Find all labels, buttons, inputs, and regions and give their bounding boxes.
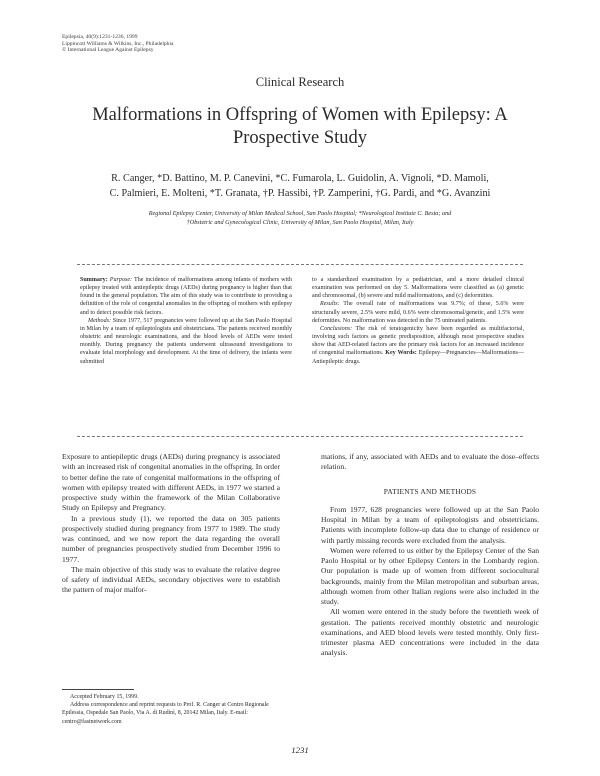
abstract-results [312, 300, 524, 324]
methods-lead: Methods: [88, 317, 112, 324]
footnote-rule [62, 689, 134, 690]
footnote-accepted: Accepted February 15, 1999. [70, 694, 139, 700]
purpose-lead: Purpose: [109, 277, 133, 283]
footnotes [62, 693, 280, 726]
abstract-bottom-rule [77, 436, 523, 437]
body-paragraph: Women were referred to us either by the Epilepsy Center of the San Paolo Hospital or by other Epilepsy Centers in the Lombardy region. Our population is made up of women from different sociocultural backgrounds, mainly from the Milan metropolitan and suburban areas, although women from other Italian regions were also included in the study. [321, 545, 539, 606]
abstract-left-column [80, 276, 292, 366]
affiliations [60, 210, 540, 227]
affiliation-line: †Obstetric and Gynecological Clinic, University of Milan, San Paolo Hospital, Milan, Italy [186, 218, 414, 226]
body-left-column [62, 452, 280, 596]
abstract-right-column [312, 276, 524, 366]
journal-masthead [62, 34, 262, 54]
body-paragraph: All women were entered in the study before the twentieth week of gestation. The patients received monthly obstetric and neurologic examinations, and AED blood levels were tested monthly. Only first-trimester plasma AED concentrations were included in the data analysis. [321, 607, 539, 658]
paper-title [60, 104, 540, 150]
body-right-column [321, 452, 539, 659]
body-paragraph: Exposure to antiepileptic drugs (AEDs) during pregnancy is associated with an increased risk of congenital anomalies in the offspring. In order to better define the rate of congenital malformations in the offspring of women with epilepsy treated with different AEDs, in 1977 we started a prospective study within the framework of the Milan Collaborative Study on Epilepsy and Pregnancy. [62, 452, 280, 513]
results-text: The overall rate of malformations was 9.7%; of these, 5.6% were structurally severe, 2.5% were mild, 0.6% were chromosomal/genetic, and 1.5% were deformities. No malformation was detected in the 75 untreated patients. [312, 301, 525, 324]
title-line: Malformations in Offspring of Women with Epilepsy: A [92, 105, 508, 125]
conclusions-text: The risk of teratogenicity have been regarded as multifactorial, involving such factors as genetic predisposition, although most prospective studies show that AED-related factors are the primary risk factors for an increased incidence of congenital malformations. [312, 325, 524, 357]
methods-text: Since 1977, 517 pregnancies were followed up at the San Paolo Hospital in Milan by a team of epileptologists and obstetricians. The patients received monthly obstetric and neurologic examinations, and the blood levels of AEDs were tested monthly. During pregnancy the patients underwent ultrasound investigations to evaluate fetal morphology and development. At the time of delivery, the infants were submitted [80, 317, 292, 365]
masthead-line: Lippincott Williams & Wilkins, Inc., Philadelphia [62, 40, 174, 47]
footnote-correspondence: Address correspondence and reprint requests to Prof. R. Canger at Centro Regionale Epilessia, Ospedale San Paolo, Via A. di Rudinì, 8, 20142 Milan, Italy. E-mail: centro@fastnetwork.com [62, 702, 269, 725]
masthead-line: Epilepsia, 40(9):1231-1236, 1999 [62, 34, 138, 40]
section-heading-patients-methods: PATIENTS AND METHODS [383, 486, 477, 496]
abstract-methods [80, 317, 292, 366]
title-line: Prospective Study [232, 128, 368, 148]
conclusions-lead: Conclusions: [320, 325, 353, 332]
masthead-line: © International League Against Epilepsy [62, 47, 154, 54]
keywords-lead: Key Words: [385, 350, 417, 357]
body-paragraph: In a previous study (1), we reported the data on 305 patients prospectively studied during pregnancy from 1977 to 1989. The study was continued, and we now report the data regarding the overall number of pregnancies prospectively studied from December 1996 to 1977. [62, 513, 280, 564]
abstract-conclusions [312, 325, 524, 366]
purpose-text: The incidence of malformations among infants of mothers with epilepsy treated with antiepileptic drugs (AEDs) during pregnancy is higher than that found in the general population. The aim of this study was to contribute to providing a definition of the role of congenital anomalies in the offspring of mothers with epilepsy and to detect possible risk factors. [80, 277, 292, 316]
keywords-text: Epilepsy—Pregnancies—Malformations—Antiepileptic drugs. [312, 350, 524, 365]
author-list [60, 171, 540, 201]
body-paragraph: From 1977, 628 pregnancies were followed up at the San Paolo Hospital in Milan by a team of epileptologists and obstetricians. Patients with incomplete follow-up data due to change of residence or with partly missing records were excluded from the analysis. [321, 504, 539, 545]
author-line: C. Palmieri, E. Molteni, *T. Granata, †P. Hassibi, †P. Zamperini, †G. Pardi, and *G. Avanzini [109, 188, 491, 199]
body-paragraph: The main objective of this study was to evaluate the relative degree of safety of individual AEDs, secondary objectives were to establish the pattern of major malfor- [62, 564, 280, 595]
author-line: R. Canger, *D. Battino, M. P. Canevini, *C. Fumarola, L. Guidolin, A. Vignoli, *D. Mamoli, [111, 173, 489, 184]
summary-lead: Summary: [80, 277, 108, 283]
page-number: 1231 [291, 745, 309, 755]
body-paragraph: mations, if any, associated with AEDs and to evaluate the dose–effects relation. [321, 452, 539, 472]
abstract-top-rule [77, 264, 523, 265]
affiliation-line: Regional Epilepsy Center, University of Milan Medical School, San Paolo Hospital; *Neurological Institute C. Besta; and [148, 210, 452, 217]
abstract-purpose [80, 276, 292, 317]
results-lead: Results: [320, 301, 340, 308]
abstract-methods-cont: to a standardized examination by a pediatrician, and a more detailed clinical examination was performed on day 5. Malformations were classified as (a) genetic and chromosomal, (b) severe and mild malformations, and (c) deformities. [312, 277, 524, 300]
section-label: Clinical Research [255, 75, 345, 89]
